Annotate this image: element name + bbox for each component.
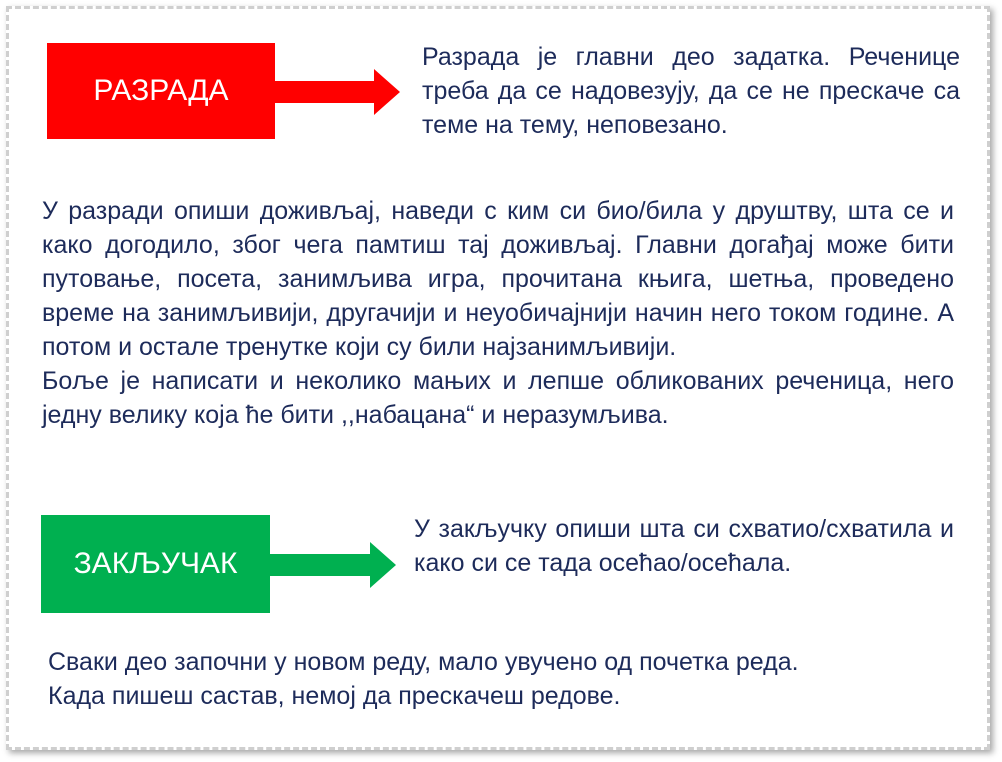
footer-text [48,645,948,713]
footer-line-2: Када пишеш састав, немој да прескачеш редове. [48,682,621,710]
zakljucak-arrow-icon [270,542,396,588]
razrada-label-box [47,43,275,139]
razrada-side-text: Разрада је главни део задатка. Реченице треба да се надовезују, да се не прескаче са теме на тему, неповезано. [422,43,960,139]
zakljucak-label-box [41,515,270,613]
razrada-arrow-shape [274,69,400,115]
body-text [42,194,954,432]
zakljucak-label: ЗАКЉУЧАК [73,547,238,580]
footer-line-1: Сваки део започни у новом реду, мало увучено од почетка реда. [48,648,799,676]
body-paragraph-2: Боље је написати и неколико мањих и лепше обликованих реченица, него једну велику која ће бити ,,набацана“ и неразумљива. [42,367,954,429]
zakljucak-arrow-shape [270,542,396,588]
zakljucak-side-text: У закључку опиши шта си схватио/схватила и како си се тада осећао/осећала. [414,515,954,577]
razrada-arrow-icon [274,69,400,115]
razrada-label: РАЗРАДА [93,74,229,107]
body-paragraph-1: У разради опиши доживљај, наведи с ким си био/била у друштву, шта се и како догодило, због чега памтиш тај доживљај. Главни догађај може бити путовање, посета, занимљива игра, прочитана књига, шетња, проведено време на занимљивији, другачији и неуобичајнији начин него током године. А потом и остале тренутке који су били најзанимљивији. [42,197,954,361]
